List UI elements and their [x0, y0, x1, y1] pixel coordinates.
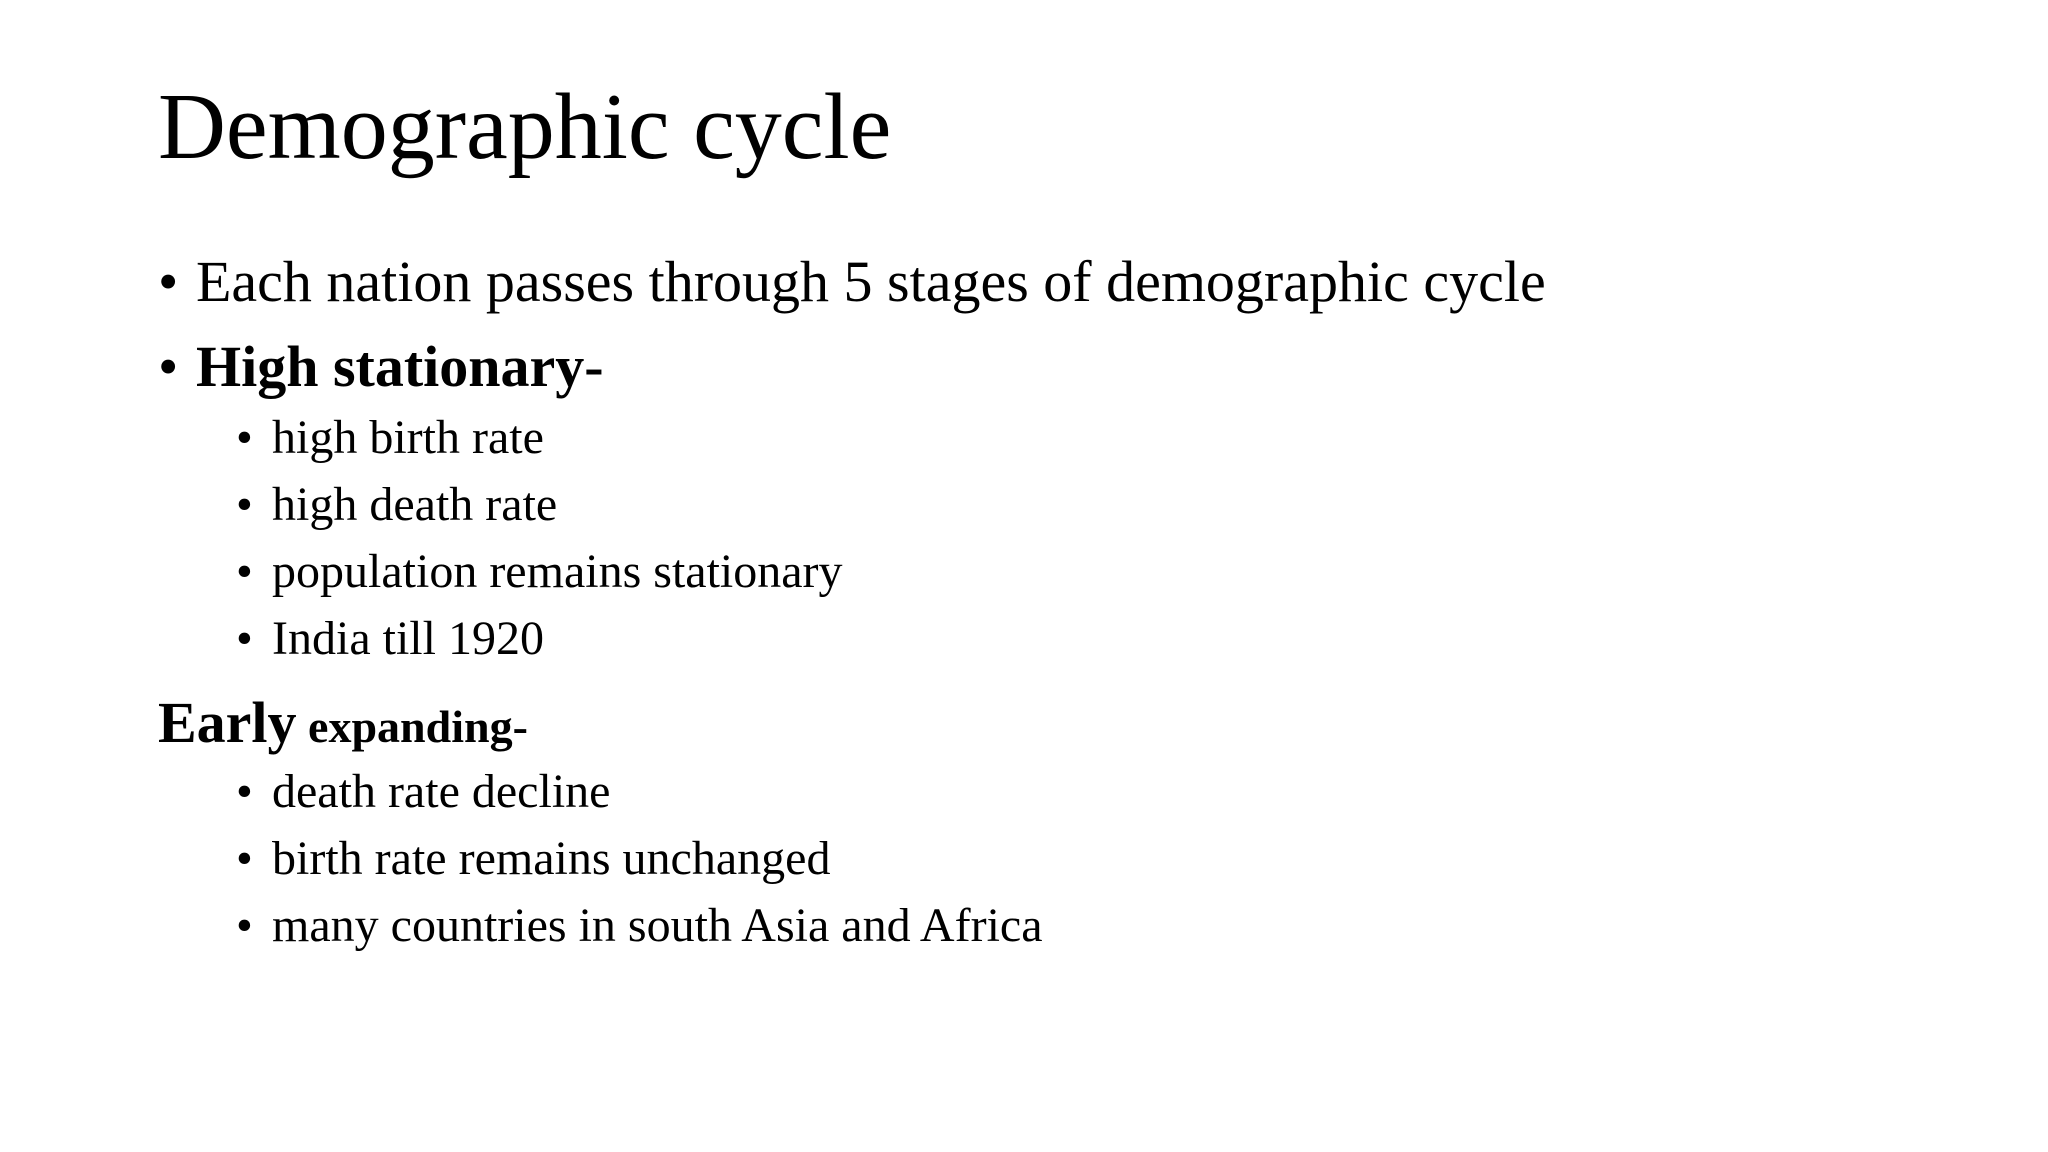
stage-heading-rest: expanding-: [296, 701, 528, 752]
bullet-dot: •: [158, 334, 179, 399]
bullet-intro: [158, 247, 1758, 317]
list-item: [236, 543, 1236, 601]
sub-bullet-dot: •: [236, 411, 253, 464]
list-item-text: high death rate: [272, 478, 558, 531]
sub-bullet-dot: •: [236, 545, 253, 598]
list-item: [236, 409, 1236, 467]
sub-bullet-dot: •: [236, 612, 253, 665]
list-item-text: population remains stationary: [272, 545, 843, 598]
list-item: [236, 476, 1236, 534]
list-item: [236, 897, 1436, 955]
stage-heading-early-expanding: [158, 688, 958, 758]
bullet-high-stationary: [158, 332, 958, 402]
list-item: [236, 610, 1236, 668]
stage-heading-high-stationary: High stationary-: [196, 334, 604, 399]
list-item-text: death rate decline: [272, 765, 611, 818]
list-item-text: high birth rate: [272, 411, 544, 464]
list-item-text: birth rate remains unchanged: [272, 832, 831, 885]
sub-bullet-dot: •: [236, 765, 253, 818]
list-item: [236, 763, 1436, 821]
stage-heading-first: Early: [158, 690, 297, 755]
bullet-intro-text: Each nation passes through 5 stages of demographic cycle: [196, 249, 1546, 314]
sub-bullet-dot: •: [236, 832, 253, 885]
slide-title: Demographic cycle: [158, 75, 892, 179]
list-item-text: many countries in south Asia and Africa: [272, 899, 1043, 952]
bullet-dot: •: [158, 249, 179, 314]
list-item: [236, 830, 1436, 888]
sub-bullet-dot: •: [236, 478, 253, 531]
list-item-text: India till 1920: [272, 612, 544, 665]
sub-bullet-dot: •: [236, 899, 253, 952]
